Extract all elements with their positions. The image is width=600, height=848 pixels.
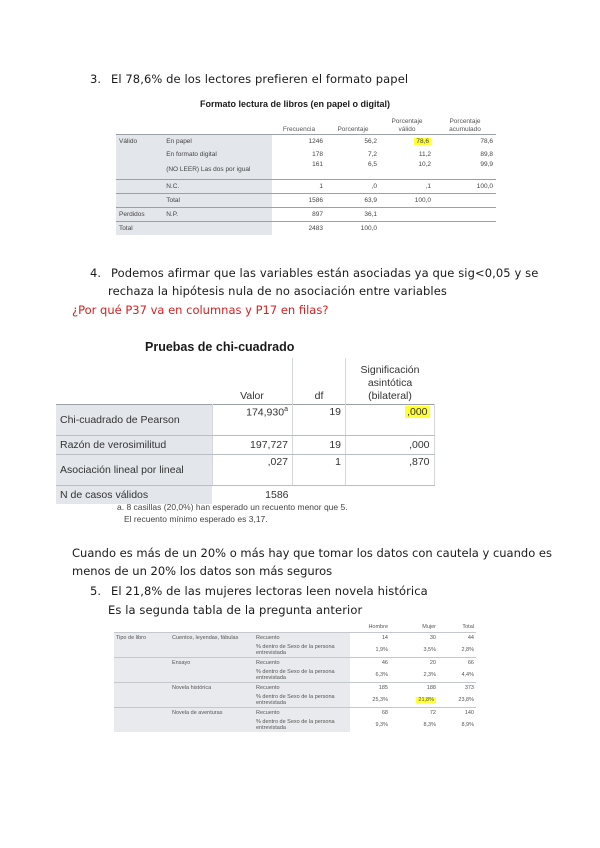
t2-cell-sig (346, 486, 435, 505)
t2-cell-value (212, 405, 293, 436)
question-text: ¿Por qué P37 va en columnas y P17 en filas? (72, 303, 329, 317)
t2-header-df: df (293, 358, 346, 405)
t2-header-value: Valor (212, 358, 293, 405)
t3-measure: % dentro de Sexo de la persona entrevistada (254, 643, 350, 658)
t1-cell (434, 208, 496, 222)
t1-cell: 897 (272, 208, 326, 222)
t3-cell: 140 (438, 708, 476, 719)
paragraph-line-2: menos de un 20% los datos son más seguros (72, 564, 333, 578)
t1-row-label: En formato digital (163, 148, 272, 161)
t3-cell: 6,3% (375, 672, 388, 678)
t1-cell (380, 222, 434, 236)
t3-measure: Recuento (254, 708, 350, 719)
item-4-line2: rechaza la hipótesis nula de no asociación entre variables (108, 284, 447, 298)
item-5-number: 5. (90, 584, 102, 598)
t1-cell-highlighted (380, 135, 434, 149)
t3-cell: 2,3% (423, 672, 436, 678)
item-5-line2: Es la segunda tabla de la pregunta anterior (108, 603, 363, 617)
t3-measure: Recuento (254, 658, 350, 669)
t2-cell-df: 19 (293, 436, 346, 455)
t1-cell (434, 194, 496, 208)
t2-cell-value: 1586 (265, 489, 289, 501)
t3-measure: Recuento (254, 633, 350, 644)
t2-cell-sig-highlighted (346, 405, 435, 436)
t1-cell: 1246 (272, 135, 326, 149)
t2-value: 174,930 (246, 406, 285, 419)
table1 (116, 112, 496, 235)
item-3-text: El 78,6% de los lectores prefieren el formato papel (110, 72, 409, 86)
t1-row-label: N.C. (163, 180, 272, 194)
t3-cell: 9,3% (375, 722, 388, 728)
t2-row-label: Asociación lineal por lineal (56, 455, 212, 486)
t3-cell: 20 (390, 658, 438, 669)
t3-header-mujer: Mujer (422, 624, 436, 630)
t3-measure: % dentro de Sexo de la persona entrevistada (254, 668, 350, 683)
t2-row-label: N de casos válidos (56, 486, 212, 505)
t1-row-label: En papel (163, 135, 272, 149)
t3-cell: 23,8% (458, 697, 474, 703)
t3-measure: % dentro de Sexo de la persona entrevistada (254, 693, 350, 708)
table1-title: Formato lectura de libros (en papel o digital) (200, 99, 391, 109)
t3-measure: % dentro de Sexo de la persona entrevistada (254, 718, 350, 732)
t2-footnote-2: El recuento mínimo esperado es 3,17. (124, 514, 268, 524)
table2 (56, 358, 435, 504)
t3-highlight: 21,8% (418, 697, 434, 703)
t1-header-valid: Porcentaje válido (391, 118, 423, 133)
t3-col0: Tipo de libro (114, 633, 170, 644)
t2-cell-df: 19 (293, 405, 346, 436)
t3-group: Ensayo (170, 658, 254, 669)
t3-cell: 4,4% (461, 672, 474, 678)
t1-cell: 100,0 (434, 180, 496, 194)
t2-row-label: Chi-cuadrado de Pearson (56, 405, 212, 436)
t1-group-missing: Perdidos (116, 208, 163, 222)
t1-row-label: Total (163, 194, 272, 208)
t1-row-label: Total (116, 222, 272, 236)
t1-cell: 63,9 (326, 194, 380, 208)
t1-highlight: 78,6 (416, 138, 429, 145)
t1-cell: 1 (272, 180, 326, 194)
t3-group: Novela de aventuras (170, 708, 254, 719)
item-5 (90, 583, 428, 600)
t1-header-cum: Porcentaje acumulado (449, 118, 481, 133)
item-3 (90, 71, 408, 88)
t3-measure: Recuento (254, 683, 350, 694)
t3-cell-highlighted (390, 693, 438, 708)
t3-cell: 188 (390, 683, 438, 694)
t3-cell: 25,3% (372, 697, 388, 703)
t1-group-valid: Válido (116, 135, 163, 149)
t3-cell: 66 (438, 658, 476, 669)
t3-cell: 3,5% (423, 647, 436, 653)
t2-row-label: Razón de verosimilitud (56, 436, 212, 455)
t3-cell: 44 (438, 633, 476, 644)
t3-cell: 14 (350, 633, 390, 644)
paragraph-line-1: Cuando es más de un 20% o más hay que tomar los datos con cautela y cuando es (72, 546, 552, 560)
table3 (114, 622, 476, 732)
t1-cell: ,1 (380, 180, 434, 194)
t1-header-pct: Porcentaje (337, 126, 369, 133)
t3-group: Cuentos, leyendas, fábulas (170, 633, 254, 644)
t1-cell: 161 (312, 161, 323, 168)
t1-cell: 7,2 (367, 151, 377, 158)
t3-cell: 185 (350, 683, 390, 694)
t1-cell: 6,5 (367, 161, 377, 168)
t2-cell-df: 1 (293, 455, 346, 486)
t1-cell: 178 (312, 151, 323, 158)
t1-cell: 1586 (272, 194, 326, 208)
t1-cell: 10,2 (418, 161, 431, 168)
t3-cell: 373 (438, 683, 476, 694)
t1-cell: 100,0 (326, 222, 380, 236)
t1-cell: 78,6 (434, 135, 496, 149)
t1-cell (380, 208, 434, 222)
t2-cell-sig: ,000 (346, 436, 435, 455)
t2-highlight: ,000 (407, 406, 428, 418)
t3-header-total: Total (462, 624, 474, 630)
item-4 (90, 265, 538, 282)
t1-cell: ,0 (326, 180, 380, 194)
t3-cell: 30 (390, 633, 438, 644)
t1-cell: 2483 (272, 222, 326, 236)
t3-cell: 1,9% (375, 647, 388, 653)
t3-cell: 72 (390, 708, 438, 719)
t2-cell-sig: ,870 (346, 455, 435, 486)
t3-cell: 2,8% (461, 647, 474, 653)
t2-footnote-1: a. 8 casillas (20,0%) han esperado un recuento menor que 5. (117, 502, 348, 512)
item-5-line1: El 21,8% de las mujeres lectoras leen novela histórica (110, 584, 428, 598)
t3-header-hombre: Hombre (368, 624, 388, 630)
item-4-number: 4. (90, 266, 102, 280)
t2-sup: a (284, 406, 288, 413)
table2-title: Pruebas de chi-cuadrado (145, 340, 295, 354)
t3-cell: 8,9% (461, 722, 474, 728)
t1-row-label: N.P. (163, 208, 272, 222)
item-4-line1: Podemos afirmar que las variables están asociadas ya que sig<0,05 y se (110, 266, 539, 280)
t1-cell: 99,9 (480, 161, 493, 168)
t1-row-label: (NO LEER) Las dos por igual (163, 161, 272, 180)
t1-cell: 11,2 (418, 151, 431, 158)
item-3-number: 3. (90, 72, 102, 86)
t3-cell: 46 (350, 658, 390, 669)
t1-cell (434, 222, 496, 236)
t1-cell: 100,0 (380, 194, 434, 208)
t1-cell: 56,2 (326, 135, 380, 149)
t2-cell-value: ,027 (212, 455, 293, 486)
t1-cell: 89,8 (480, 151, 493, 158)
t1-header-freq: Frecuencia (282, 126, 316, 133)
t3-cell: 8,3% (423, 722, 436, 728)
t3-group: Novela histórica (170, 683, 254, 694)
t2-header-sig: Significación asintótica (bilateral) (360, 364, 420, 402)
t1-cell: 36,1 (326, 208, 380, 222)
t2-cell-value: 197,727 (212, 436, 293, 455)
t3-cell: 68 (350, 708, 390, 719)
